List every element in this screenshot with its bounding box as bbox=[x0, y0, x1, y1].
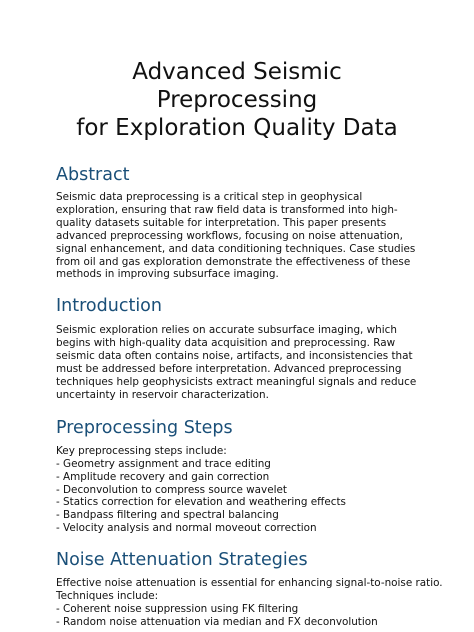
list-item: - Bandpass filtering and spectral balancing bbox=[56, 509, 279, 522]
section-body-abstract: Seismic data preprocessing is a critical step in geophysical exploration, ensuring that raw field data is transformed into high-quality datasets suitable for interpretation. This paper presents advanced preprocessing workflows, focusing on noise attenuation, signal enhancement, and data conditioning techniques. Case studies from oil and gas exploration demonstrate the effectiveness of these methods in improving subsurface imaging. bbox=[56, 191, 416, 281]
list-item: - Statics correction for elevation and weathering effects bbox=[56, 496, 346, 509]
list-item: Techniques include: bbox=[56, 590, 159, 603]
noise-attenuation-list bbox=[56, 577, 443, 629]
list-item: - Geometry assignment and trace editing bbox=[56, 457, 271, 470]
section-heading-introduction: Introduction bbox=[56, 296, 162, 317]
list-item: Key preprocessing steps include: bbox=[56, 444, 227, 457]
paper-title bbox=[56, 58, 418, 142]
list-item: - Deconvolution to compress source wavelet bbox=[56, 483, 287, 496]
section-heading-preprocessing-steps: Preprocessing Steps bbox=[56, 417, 233, 438]
paper-title-line-1: Advanced Seismic Preprocessing bbox=[132, 59, 342, 113]
section-heading-noise-attenuation: Noise Attenuation Strategies bbox=[56, 550, 308, 571]
list-item: - Coherent noise suppression using FK filtering bbox=[56, 602, 299, 615]
section-heading-abstract: Abstract bbox=[56, 165, 130, 185]
list-item: - Velocity analysis and normal moveout correction bbox=[56, 522, 317, 535]
paper-title-line-2: for Exploration Quality Data bbox=[76, 115, 398, 141]
preprocessing-steps-list bbox=[56, 445, 418, 535]
list-item: - Random noise attenuation via median and FX deconvolution bbox=[56, 615, 378, 628]
list-item: - Amplitude recovery and gain correction bbox=[56, 470, 270, 483]
list-item: Effective noise attenuation is essential for enhancing signal-to-noise ratio. bbox=[56, 577, 443, 590]
section-body-introduction: Seismic exploration relies on accurate subsurface imaging, which begins with high-quality data acquisition and preprocessing. Raw seismic data often contains noise, artifacts, and inconsistencies that must be addressed before interpretation. Advanced preprocessing techniques help geophysicists extract meaningful signals and reduce uncertainty in reservoir characterization. bbox=[56, 324, 417, 401]
